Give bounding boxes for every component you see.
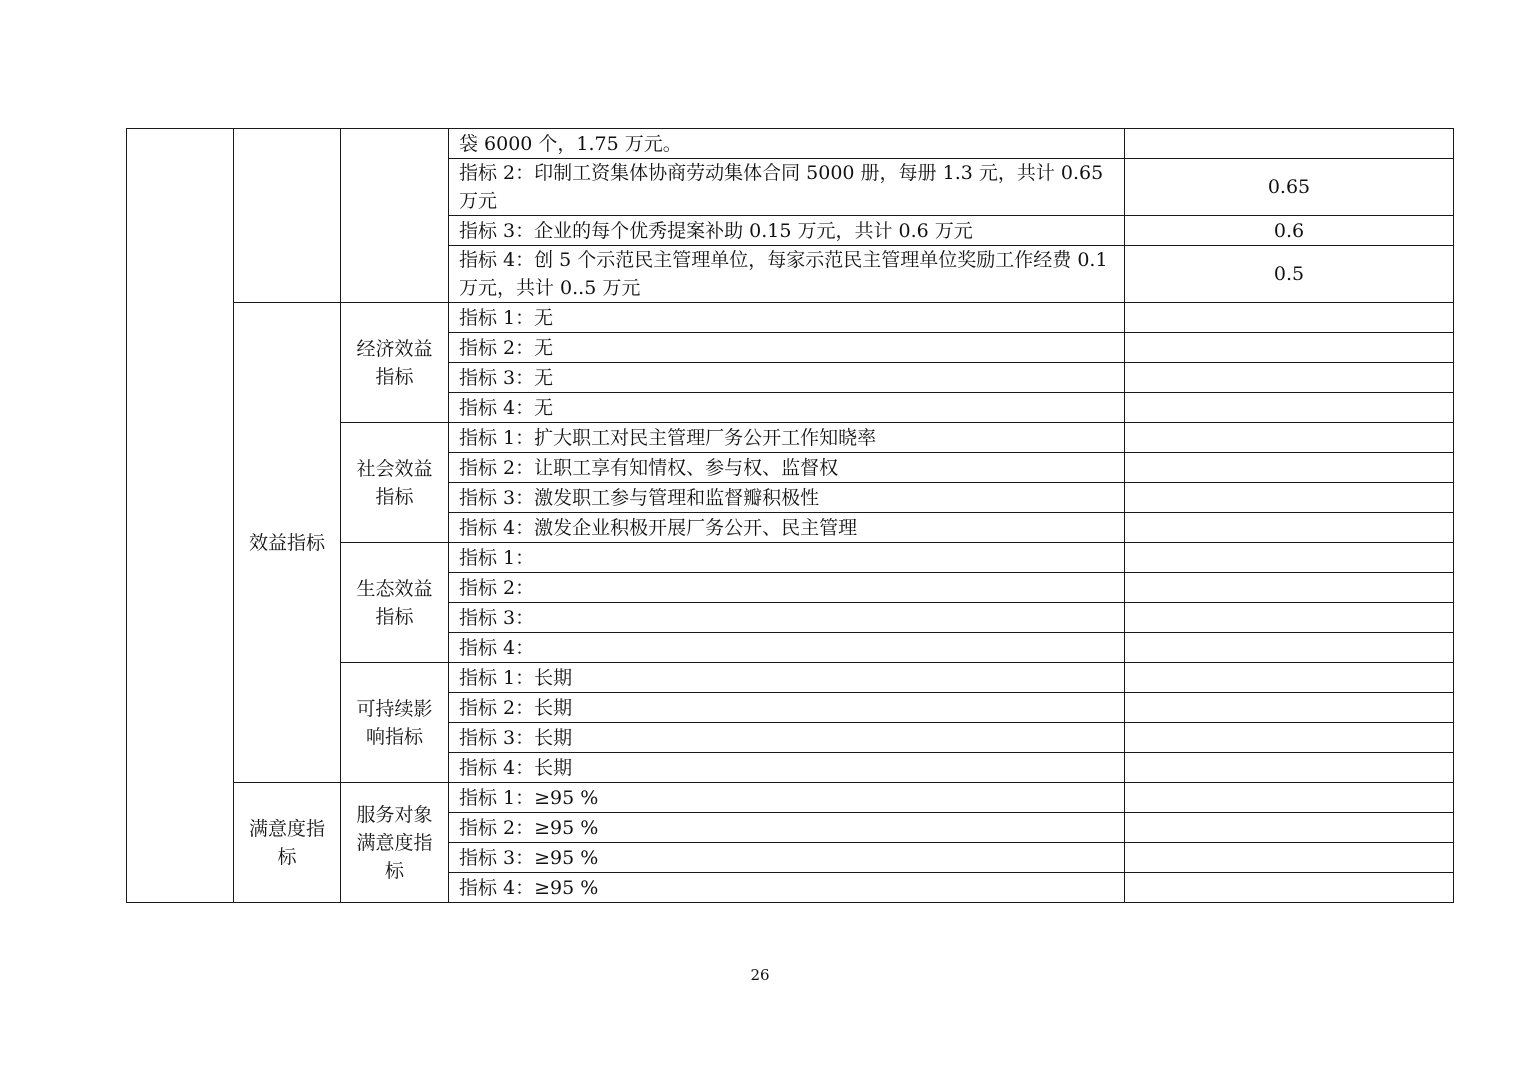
value-cell xyxy=(1125,723,1454,753)
indicator-cell: 指标 2：让职工享有知情权、参与权、监督权 xyxy=(449,453,1125,483)
satisfaction-indicator-category: 满意度指标 xyxy=(234,783,341,903)
indicator-cell: 指标 4：长期 xyxy=(449,753,1125,783)
value-cell: 0.6 xyxy=(1125,216,1454,246)
first-level-indicator-cell xyxy=(127,129,234,903)
value-cell xyxy=(1125,363,1454,393)
value-cell xyxy=(1125,513,1454,543)
social-benefit-label: 社会效益指标 xyxy=(341,423,449,543)
value-cell xyxy=(1125,693,1454,723)
value-cell xyxy=(1125,813,1454,843)
indicator-cell: 指标 1：≥95 % xyxy=(449,783,1125,813)
indicator-cell: 指标 1： xyxy=(449,543,1125,573)
table-row xyxy=(127,783,1454,813)
value-cell xyxy=(1125,303,1454,333)
value-cell xyxy=(1125,663,1454,693)
value-cell xyxy=(1125,423,1454,453)
indicator-cell: 指标 4：激发企业积极开展厂务公开、民主管理 xyxy=(449,513,1125,543)
value-cell: 0.5 xyxy=(1125,246,1454,303)
value-cell xyxy=(1125,543,1454,573)
economic-benefit-label: 经济效益指标 xyxy=(341,303,449,423)
value-cell xyxy=(1125,483,1454,513)
ecological-benefit-label: 生态效益指标 xyxy=(341,543,449,663)
indicator-cell: 袋 6000 个，1.75 万元。 xyxy=(449,129,1125,159)
value-cell xyxy=(1125,129,1454,159)
value-cell xyxy=(1125,873,1454,903)
table-row xyxy=(127,129,1454,159)
page-number: 26 xyxy=(750,966,770,984)
second-level-indicator-cell xyxy=(234,129,341,303)
indicator-cell: 指标 3： xyxy=(449,603,1125,633)
indicator-cell: 指标 1：长期 xyxy=(449,663,1125,693)
indicator-cell: 指标 3：企业的每个优秀提案补助 0.15 万元，共计 0.6 万元 xyxy=(449,216,1125,246)
indicator-cell: 指标 4：创 5 个示范民主管理单位，每家示范民主管理单位奖励工作经费 0.1 万元，共计 0..5 万元 xyxy=(449,246,1125,303)
value-cell xyxy=(1125,843,1454,873)
indicator-cell: 指标 3：长期 xyxy=(449,723,1125,753)
value-cell xyxy=(1125,783,1454,813)
indicator-cell: 指标 3：激发职工参与管理和监督瓣积极性 xyxy=(449,483,1125,513)
indicator-cell: 指标 4：无 xyxy=(449,393,1125,423)
indicator-cell: 指标 2：长期 xyxy=(449,693,1125,723)
value-cell xyxy=(1125,333,1454,363)
indicator-cell: 指标 2：≥95 % xyxy=(449,813,1125,843)
table-row xyxy=(127,303,1454,333)
indicator-cell: 指标 3：≥95 % xyxy=(449,843,1125,873)
value-cell xyxy=(1125,603,1454,633)
benefit-indicator-category: 效益指标 xyxy=(234,303,341,783)
service-satisfaction-label: 服务对象满意度指标 xyxy=(341,783,449,903)
value-cell xyxy=(1125,633,1454,663)
indicator-cell: 指标 2：无 xyxy=(449,333,1125,363)
indicator-cell: 指标 2： xyxy=(449,573,1125,603)
indicator-cell: 指标 4： xyxy=(449,633,1125,663)
indicator-cell: 指标 3：无 xyxy=(449,363,1125,393)
sustainability-impact-label: 可持续影响指标 xyxy=(341,663,449,783)
indicator-cell: 指标 4：≥95 % xyxy=(449,873,1125,903)
indicator-cell: 指标 2：印制工资集体协商劳动集体合同 5000 册，每册 1.3 元，共计 0.65 万元 xyxy=(449,159,1125,216)
third-level-indicator-cell xyxy=(341,129,449,303)
value-cell xyxy=(1125,393,1454,423)
performance-indicator-table xyxy=(126,128,1454,903)
value-cell xyxy=(1125,573,1454,603)
value-cell xyxy=(1125,453,1454,483)
indicator-cell: 指标 1：无 xyxy=(449,303,1125,333)
indicator-cell: 指标 1：扩大职工对民主管理厂务公开工作知晓率 xyxy=(449,423,1125,453)
value-cell: 0.65 xyxy=(1125,159,1454,216)
value-cell xyxy=(1125,753,1454,783)
